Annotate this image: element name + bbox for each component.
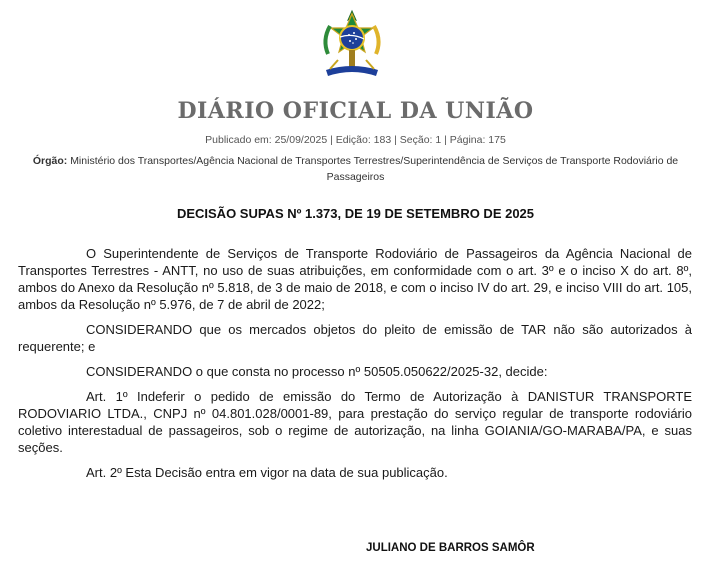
page-title: DIÁRIO OFICIAL DA UNIÃO <box>177 98 534 124</box>
paragraph-art-2: Art. 2º Esta Decisão entra em vigor na data de sua publicação. <box>86 465 448 480</box>
paragraph-considerando-2: CONSIDERANDO o que consta no processo nº 50505.050622/2025-32, decide: <box>86 364 548 379</box>
publication-info: Publicado em: 25/09/2025 | Edição: 183 | Seção: 1 | Página: 175 <box>205 134 506 146</box>
orgao-line <box>20 153 691 185</box>
paragraph-considerando-1: CONSIDERANDO que os mercados objetos do pleito de emissão de TAR não são autorizados à requerente; e <box>18 322 692 354</box>
signature: JULIANO DE BARROS SAMÔR <box>366 542 535 554</box>
brazil-coat-of-arms-icon <box>316 8 388 84</box>
document-body <box>18 245 692 489</box>
orgao-label: Órgão: <box>32 155 68 167</box>
paragraph-art-1: Art. 1º Indeferir o pedido de emissão do Termo de Autorização à DANISTUR TRANSPORTE RODOVIARIO LTDA., CNPJ nº 04.801.028/0001-89, para prestação do serviço regular de transporte rodoviário coletivo interestadual de passageiros, sob o regime de autorização, na linha GOIANIA/GO-MARABA/PA, e suas seções. <box>18 389 692 455</box>
decision-title: DECISÃO SUPAS Nº 1.373, DE 19 DE SETEMBRO DE 2025 <box>176 206 535 221</box>
orgao-name: Ministério dos Transportes/Agência Nacional de Transportes Terrestres/Superintendência de Serviços de Transporte Rodoviário de Passageiros <box>70 155 679 183</box>
paragraph-preamble: O Superintendente de Serviços de Transporte Rodoviário de Passageiros da Agência Nacional de Transportes Terrestres - ANTT, no uso de suas atribuições, em conformidade com o art. 3º e o inciso X do art. 8º, ambos do Anexo da Resolução nº 5.818, de 3 de maio de 2018, e com o inciso IV do art. 29, e inciso VIII do art. 105, ambos da Resolução nº 5.976, de 7 de abril de 2022; <box>18 246 692 312</box>
